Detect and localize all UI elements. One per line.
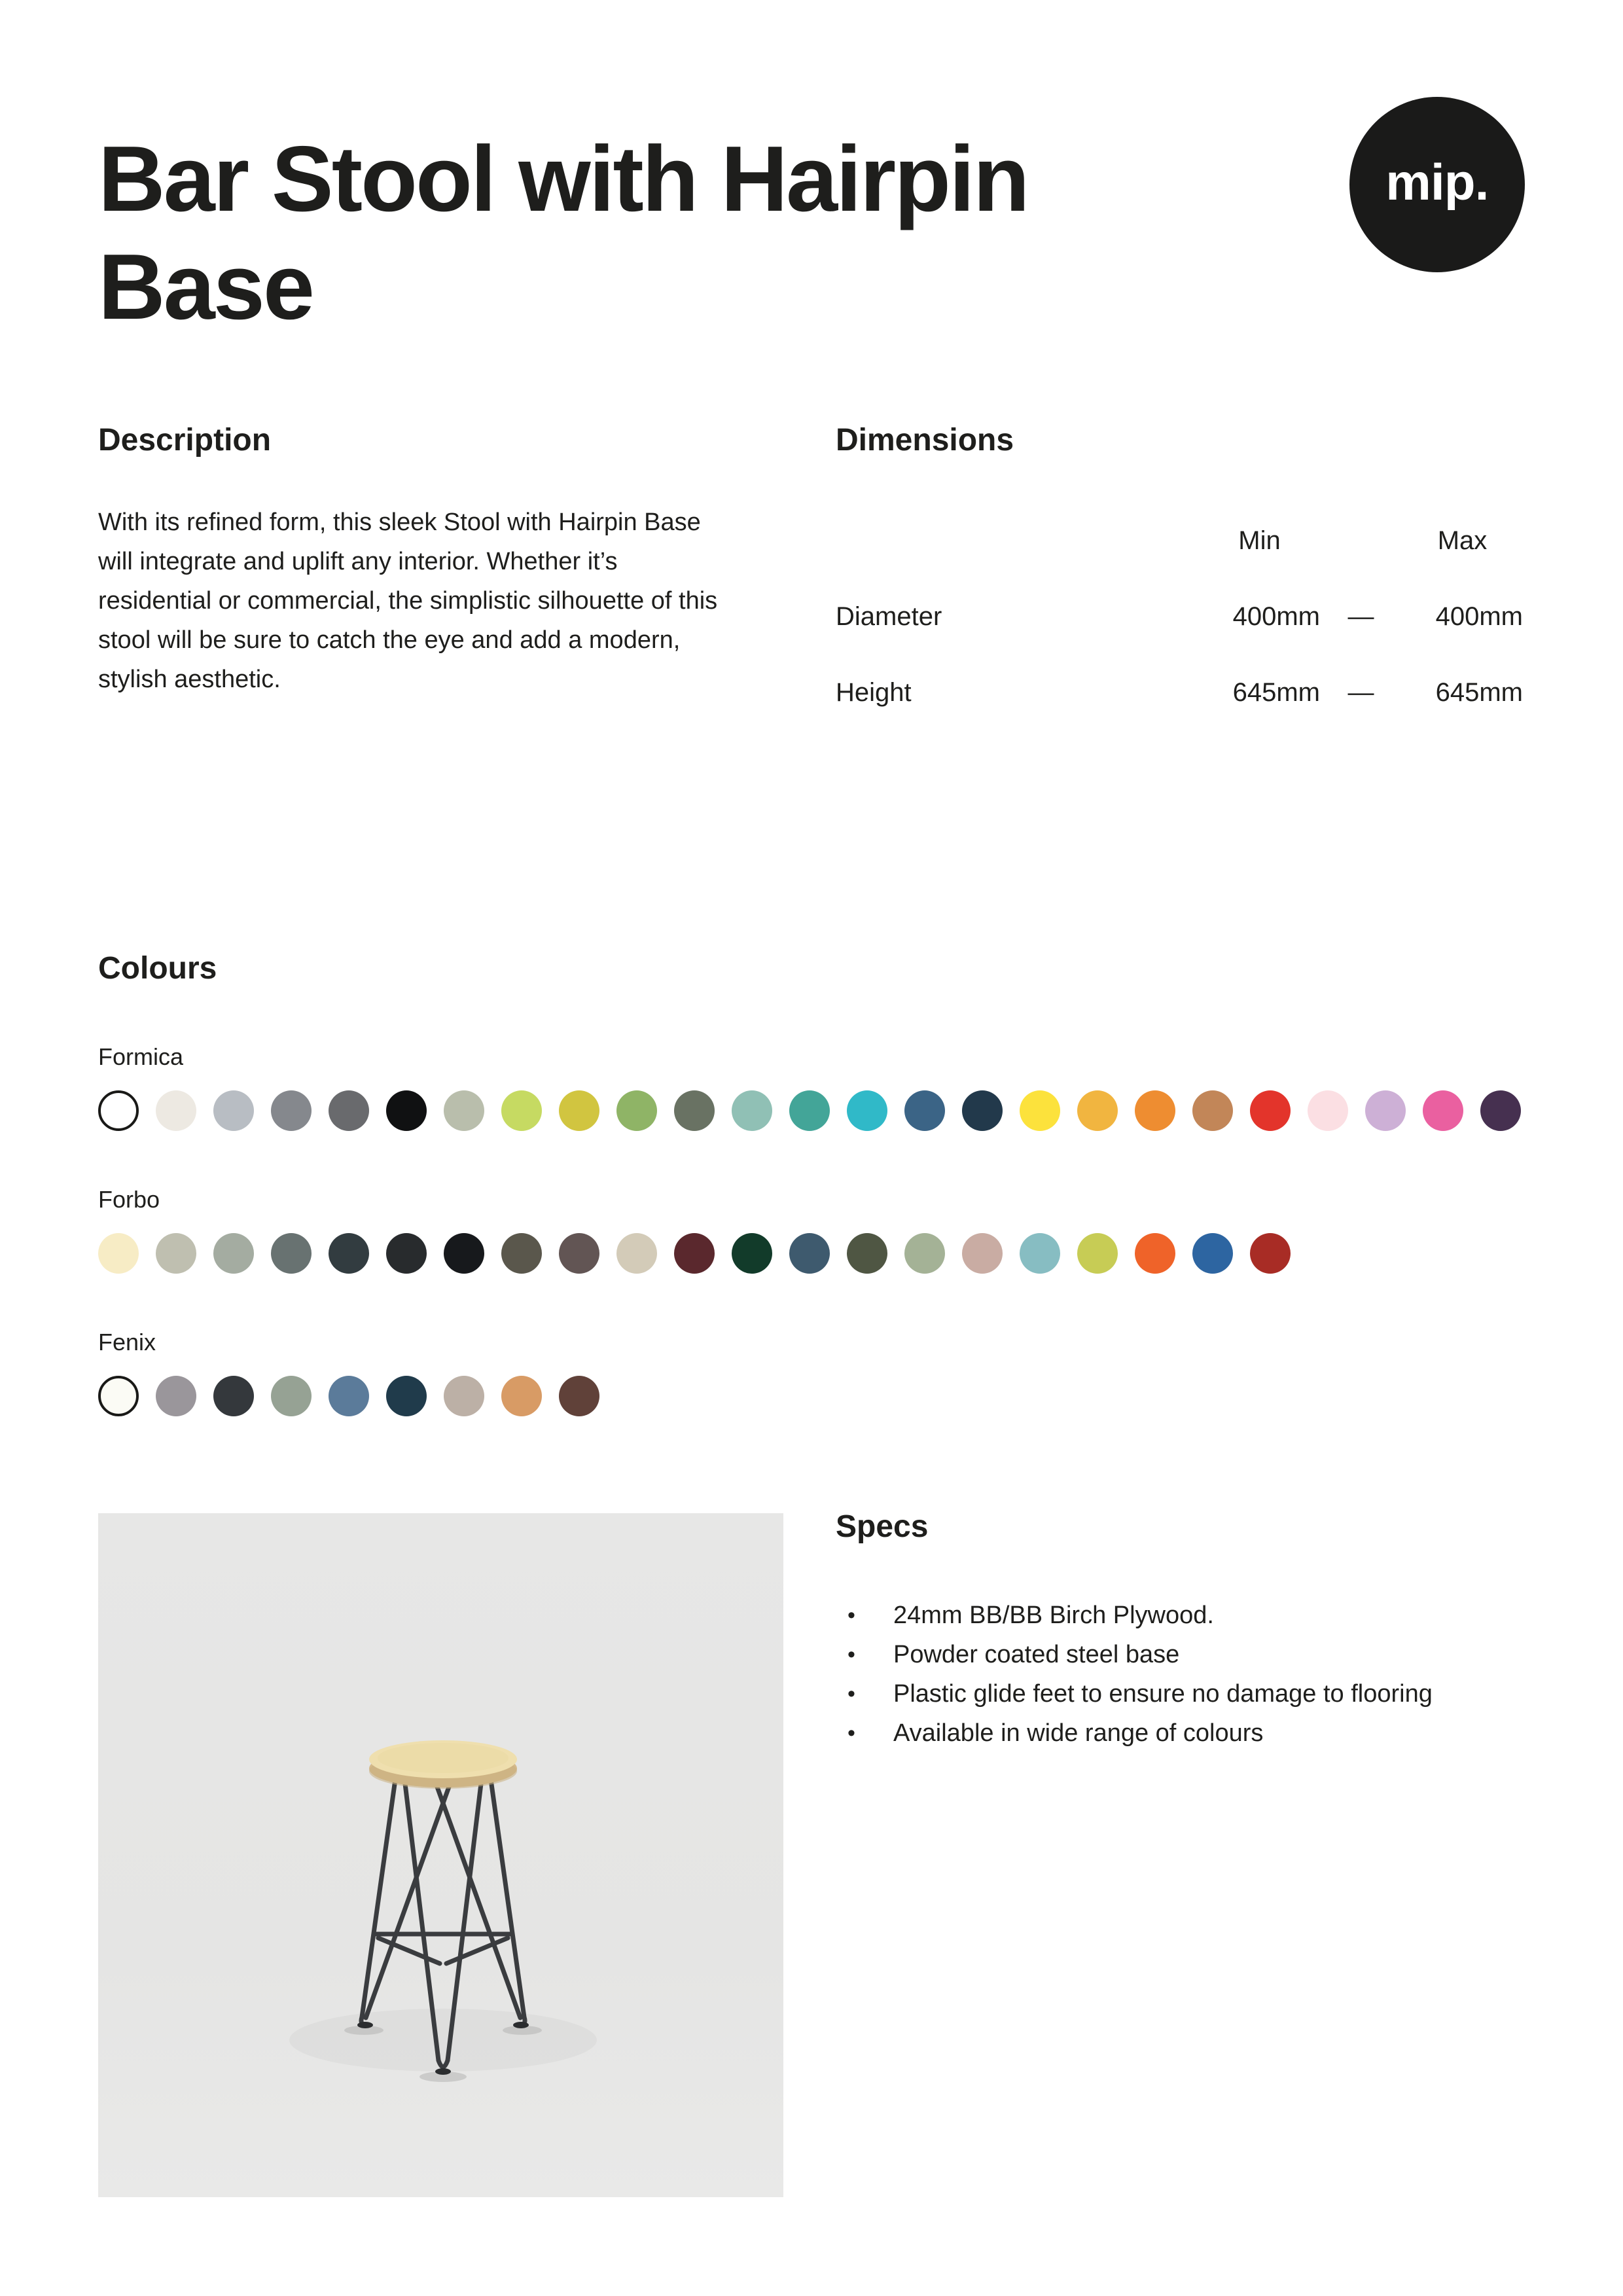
dimension-range-dash: —	[1347, 678, 1374, 708]
colour-swatch	[329, 1090, 369, 1131]
mip-logo	[1349, 97, 1525, 272]
colour-swatch	[444, 1376, 484, 1416]
dimensions-section	[836, 422, 1523, 708]
colour-swatch	[962, 1090, 1003, 1131]
colour-swatch	[847, 1090, 887, 1131]
spec-item	[836, 1635, 1480, 1674]
specs-section	[836, 1509, 1523, 1753]
dimension-range-dash: —	[1347, 602, 1374, 632]
spec-item-text: 24mm BB/BB Birch Plywood.	[893, 1602, 1214, 1630]
description-heading: Description	[98, 423, 272, 457]
page-title: Bar Stool with Hairpin Base	[98, 127, 1028, 339]
colour-swatch	[98, 1090, 139, 1131]
colour-swatch	[444, 1090, 484, 1131]
dimensions-col-min: Min	[1238, 526, 1281, 556]
colour-swatch	[501, 1376, 542, 1416]
dimension-label: Height	[836, 678, 912, 708]
colour-group-label-fenix: Fenix	[98, 1329, 156, 1355]
colour-swatch	[1308, 1090, 1348, 1131]
colour-swatch	[1135, 1090, 1175, 1131]
spec-item	[836, 1713, 1480, 1753]
colour-swatch	[271, 1376, 312, 1416]
colour-swatch	[501, 1090, 542, 1131]
dimensions-heading: Dimensions	[836, 423, 1014, 457]
dimension-row-diameter	[836, 602, 1523, 632]
specs-list	[836, 1596, 1480, 1753]
colour-swatch	[732, 1090, 772, 1131]
colour-swatch	[98, 1376, 139, 1416]
colour-swatch	[1192, 1233, 1233, 1274]
bullet-dot: •	[847, 1642, 855, 1668]
colour-swatch	[386, 1090, 427, 1131]
dimension-max-value: 645mm	[1435, 678, 1523, 708]
colour-swatch	[559, 1090, 599, 1131]
colour-swatch	[674, 1090, 715, 1131]
spec-item-text: Powder coated steel base	[893, 1641, 1180, 1669]
colour-swatch	[1192, 1090, 1233, 1131]
spec-item-text: Available in wide range of colours	[893, 1719, 1264, 1748]
dimension-min-value: 400mm	[1232, 602, 1320, 632]
product-photo	[98, 1513, 783, 2197]
colour-group-label-forbo: Forbo	[98, 1186, 160, 1213]
specs-heading: Specs	[836, 1509, 929, 1544]
bullet-dot: •	[847, 1603, 855, 1628]
stool-illustration	[98, 1513, 783, 2197]
colour-swatch	[559, 1376, 599, 1416]
dimension-min-value: 645mm	[1232, 678, 1320, 708]
colour-swatch	[1365, 1090, 1406, 1131]
colour-swatch	[1480, 1090, 1521, 1131]
colour-swatch	[1250, 1233, 1291, 1274]
colour-swatch	[789, 1090, 830, 1131]
dimensions-header-row	[836, 526, 1523, 556]
dimension-max-value: 400mm	[1435, 602, 1523, 632]
colour-swatch	[962, 1233, 1003, 1274]
description-section	[98, 422, 782, 699]
bullet-dot: •	[847, 1681, 855, 1707]
dimension-label: Diameter	[836, 602, 942, 632]
colour-swatch	[444, 1233, 484, 1274]
colour-swatch	[847, 1233, 887, 1274]
colour-swatch	[386, 1233, 427, 1274]
colours-heading: Colours	[98, 951, 217, 986]
colour-swatch	[271, 1233, 312, 1274]
spec-item	[836, 1674, 1480, 1713]
dimensions-col-max: Max	[1437, 526, 1488, 556]
colour-swatch	[501, 1233, 542, 1274]
colour-swatch	[271, 1090, 312, 1131]
colour-swatch	[213, 1376, 254, 1416]
colour-swatch	[616, 1233, 657, 1274]
colour-swatch	[213, 1090, 254, 1131]
colour-swatch	[904, 1233, 945, 1274]
dimension-row-height	[836, 678, 1523, 708]
colour-swatch	[329, 1233, 369, 1274]
colour-swatch	[559, 1233, 599, 1274]
bullet-dot: •	[847, 1721, 855, 1746]
colour-swatch	[386, 1376, 427, 1416]
colour-swatch	[156, 1233, 196, 1274]
colour-swatch	[789, 1233, 830, 1274]
mip-logo-text: mip.	[1385, 152, 1489, 211]
colour-swatch	[156, 1090, 196, 1131]
colour-swatch	[732, 1233, 772, 1274]
colour-swatch-row-fenix	[98, 1376, 599, 1416]
colour-swatch	[1077, 1233, 1118, 1274]
colour-swatch	[98, 1233, 139, 1274]
colour-swatch	[1077, 1090, 1118, 1131]
colour-swatch	[1020, 1090, 1060, 1131]
colour-swatch	[1020, 1233, 1060, 1274]
colour-group-label-formica: Formica	[98, 1043, 184, 1070]
colour-swatch	[213, 1233, 254, 1274]
colour-swatch-row-formica	[98, 1090, 1521, 1131]
spec-item-text: Plastic glide feet to ensure no damage to flooring	[893, 1680, 1433, 1708]
description-paragraph: With its refined form, this sleek Stool with Hairpin Base will integrate and uplift any interior. Whether it’s residential or commercial, the simplistic silhouette of this stool will be sure to catch the eye and add a modern, stylish aesthetic.	[98, 509, 718, 694]
spec-item	[836, 1596, 1480, 1635]
colour-swatch-row-forbo	[98, 1233, 1291, 1274]
colour-swatch	[1135, 1233, 1175, 1274]
colour-swatch	[674, 1233, 715, 1274]
colour-swatch	[904, 1090, 945, 1131]
colour-swatch	[329, 1376, 369, 1416]
colour-swatch	[1250, 1090, 1291, 1131]
colour-swatch	[616, 1090, 657, 1131]
colour-swatch	[156, 1376, 196, 1416]
colour-swatch	[1423, 1090, 1463, 1131]
